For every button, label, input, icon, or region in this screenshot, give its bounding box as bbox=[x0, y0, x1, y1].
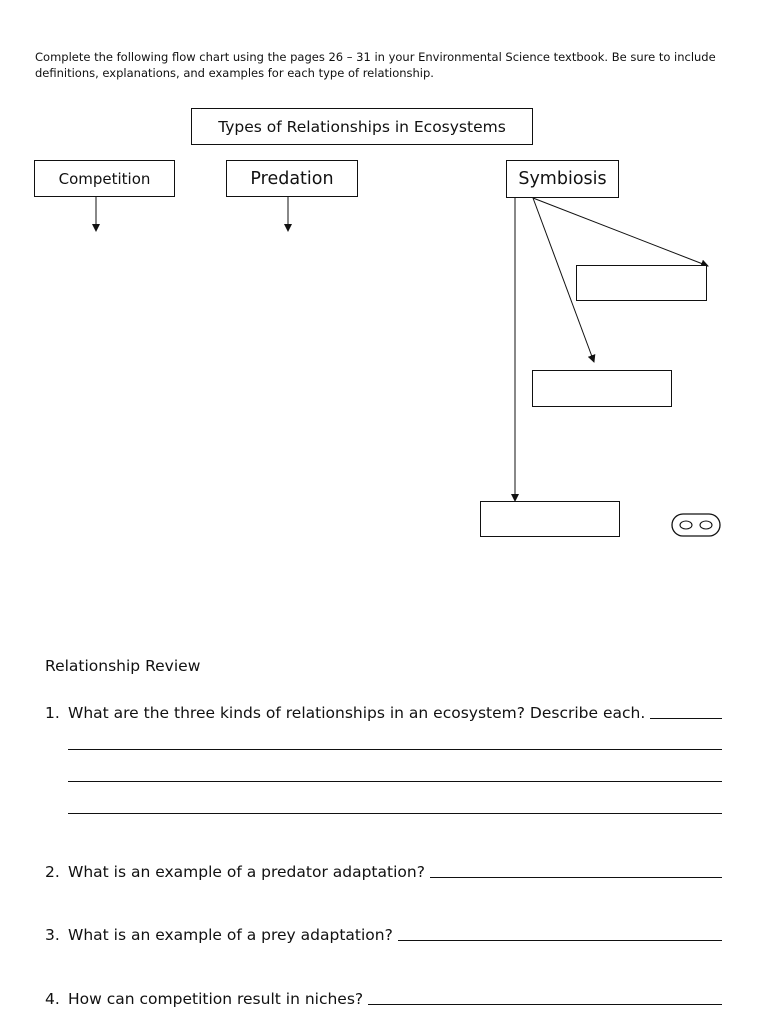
question-text: How can competition result in niches? bbox=[68, 990, 364, 1008]
question-4 bbox=[45, 984, 722, 1008]
question-number: 1. bbox=[45, 704, 60, 722]
question-text: What is an example of a prey adaptation? bbox=[68, 926, 393, 944]
answer-line[interactable] bbox=[650, 718, 722, 719]
question-number: 2. bbox=[45, 863, 60, 881]
question-number: 4. bbox=[45, 990, 60, 1008]
competition-box: Competition bbox=[34, 160, 175, 197]
symbiosis-arrow-1 bbox=[533, 198, 708, 266]
answer-line[interactable] bbox=[68, 781, 722, 782]
symbiosis-type-answer-box-3[interactable] bbox=[480, 501, 620, 537]
question-2 bbox=[45, 857, 722, 881]
review-heading: Relationship Review bbox=[45, 657, 201, 675]
answer-line[interactable] bbox=[68, 813, 722, 814]
predation-box: Predation bbox=[226, 160, 358, 197]
question-1 bbox=[45, 698, 722, 722]
question-text: What is an example of a predator adaptation? bbox=[68, 863, 425, 881]
loop-icon bbox=[672, 514, 720, 536]
answer-line[interactable] bbox=[430, 877, 722, 878]
symbiosis-type-answer-box-2[interactable] bbox=[532, 370, 672, 407]
symbiosis-box: Symbiosis bbox=[506, 160, 619, 198]
symbiosis-type-answer-box-1[interactable] bbox=[576, 265, 707, 301]
answer-line[interactable] bbox=[398, 940, 722, 941]
answer-line[interactable] bbox=[368, 1004, 722, 1005]
question-text: What are the three kinds of relationships in an ecosystem? Describe each. bbox=[68, 704, 646, 722]
answer-line[interactable] bbox=[68, 749, 722, 750]
instructions-text: Complete the following flow chart using the pages 26 – 31 in your Environmental Science textbook. Be sure to include definitions, explanations, and examples for each type of relationship. bbox=[35, 50, 716, 80]
question-3 bbox=[45, 920, 722, 944]
question-number: 3. bbox=[45, 926, 60, 944]
flowchart-title-box: Types of Relationships in Ecosystems bbox=[191, 108, 533, 145]
